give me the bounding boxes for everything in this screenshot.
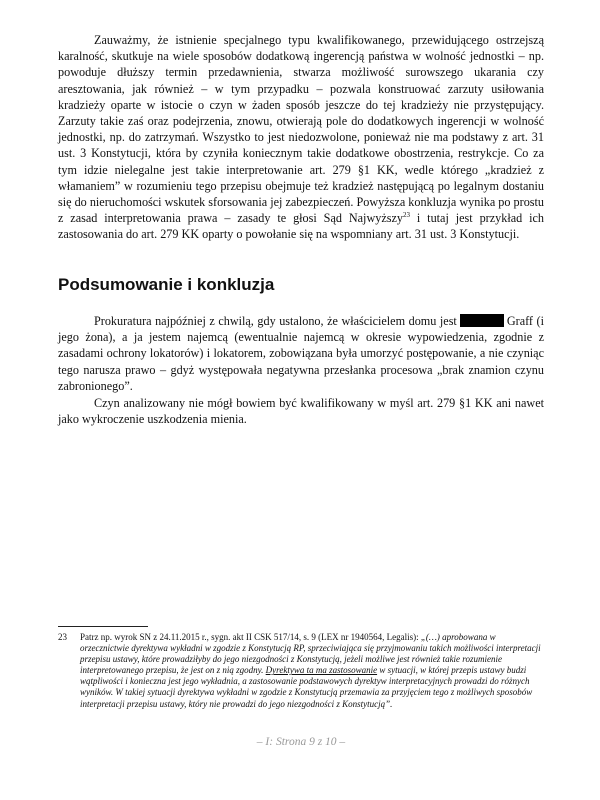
paragraph-2-text-a: Prokuratura najpóźniej z chwilą, gdy ustalono, że właścicielem domu jest: [94, 314, 457, 328]
body-paragraph-1: [58, 32, 544, 243]
footnote-number: 23: [58, 632, 67, 642]
body-paragraph-3: Czyn analizowany nie mógł bowiem być kwalifikowany w myśl art. 279 §1 KK ani nawet jako wykroczenie uszkodzenia mienia.: [58, 396, 544, 427]
footnote-quote-underlined: Dyrektywa ta ma zastosowanie: [265, 665, 378, 676]
footnote-23: [58, 632, 544, 710]
footnote-separator: [58, 626, 148, 627]
footnote-plain-text: Patrz np. wyrok SN z 24.11.2015 r., sygn. akt II CSK 517/14, s. 9 (LEX nr 1940564, Legalis):: [80, 632, 421, 642]
paragraph-1-text-a: Zauważmy, że istnienie specjalnego typu kwalifikowanego, przewidującego ostrzejszą karalność, skutkuje na wiele sposobów dodatkową ingerencją państwa w wolność jednostki – np. powoduje dłuższy termin przedawnienia, stwarza możliwość surowszego ukarania czy aresztowania, jak również – w tym przypadku – pozwala konstruować zarzuty usiłowania kradzieży oparte w istocie o czyn w żaden sposób jeszcze do tej kradzieży nie przystępujący. Zarzuty takie zaś oraz podejrzenia, znowu, otwierają pole do dodatkowych ingerencji w wolność jednostki, np. do zatrzymań. Wszystko to jest niedozwolone, ponieważ nie ma podstawy z art. 31 ust. 3 Konstytucji, która by czyniła koniecznym takie dodatkowe obostrzenia, restrykcje. Co za tym idzie nielegalne jest takie interpretowanie art. 279 §1 KK, wedle którego „kradzież z włamaniem” w rozumieniu tego przepisu obejmuje też kradzież następującą po legalnym dostaniu się do nieruchomości wskutek sforsowania jej zabezpieczeń. Powyższa konkluzja wynika po prostu z zasad interpretowania prawa – zasady te głosi Sąd Najwyższy: [58, 33, 545, 226]
footnote-quote-a: „(…) aprobowana w orzecznictwie dyrektywa wykładni w zgodzie z Konstytucją RP, sprzeciwiająca się przyjmowaniu takich możliwości interpretacji przepisu ustawy, które prowadziłyby do jego niezgodności z Konstytucją, jeżeli możliwe jest również takie rozumienie interpretowanego przepisu, że jest on z nią zgodny.: [80, 632, 541, 676]
footnote-quote-b: w sytuacji, w której przepis ustawy budzi wątpliwości i konieczna jest jego wykładnia, a zastosowanie podstawowych dyrektyw interpretacyjnych prowadzi do różnych wyników. W takiej sytuacji dyrektywa wykładni w zgodzie z Konstytucją przemawia za przyjęciem tego z możliwych sposobów interpretacji przepisu ustawy, który nie prowadzi do jego niezgodności z Konstytucją”.: [80, 665, 533, 709]
footnote-text: [80, 632, 544, 710]
paragraph-2-text-b: Graff (i jego żona), a ja jestem najemcą (ewentualnie najemcą w okresie wypowiedzenia, zgodnie z zasadami ochrony lokatorów) i lokatorem, zobowiązana była umorzyć postępowanie, a nie czyniąc tego narusza prawo – gdyż występowała negatywna przesłanka procesowa „brak znamion czynu zabronionego”.: [58, 314, 544, 393]
page-number-footer: – I: Strona 9 z 10 –: [256, 736, 346, 748]
section-heading: Podsumowanie i konkluzja: [58, 275, 275, 294]
footnote-reference[interactable]: 23: [403, 211, 410, 220]
paragraph-1-text-b: i tutaj jest przykład ich zastosowania do art. 279 KK oparty o powołanie się na wspomniany art. 31 ust. 3 Konstytucji.: [58, 211, 544, 242]
redaction-block: [460, 314, 504, 327]
body-paragraph-2: [58, 313, 544, 394]
